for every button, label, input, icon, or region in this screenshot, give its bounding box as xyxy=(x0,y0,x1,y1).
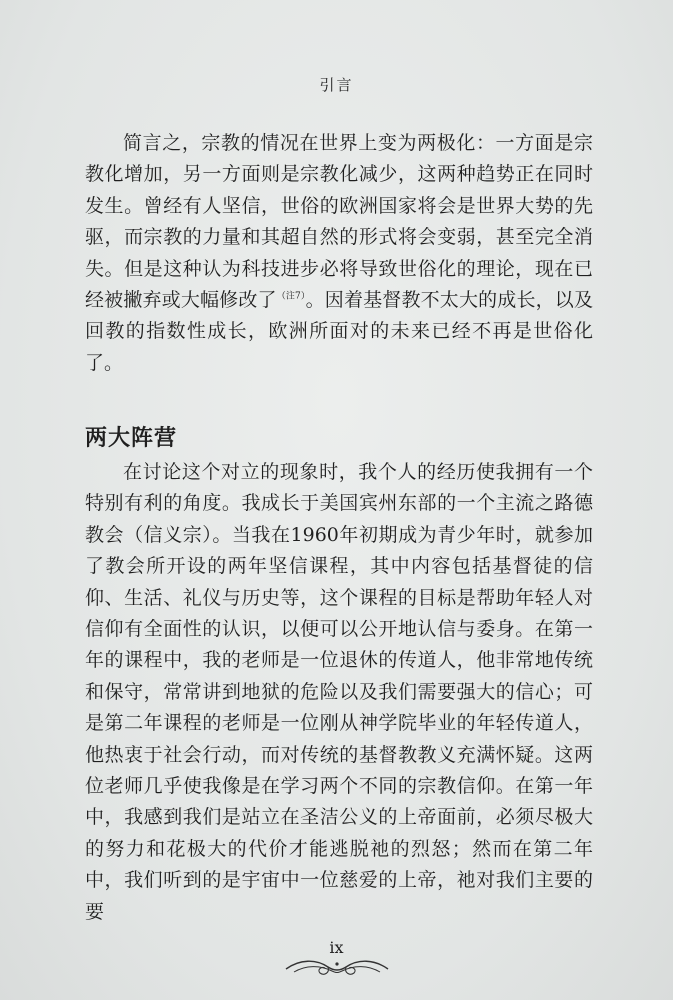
flourish-ornament-icon xyxy=(280,955,394,979)
paragraph-intro-text: 简言之，宗教的情况在世界上变为两极化：一方面是宗教化增加，另一方面则是宗教化减少，这两种趋势正在同时发生。曾经有人坚信，世俗的欧洲国家将会是世界大势的先驱，而宗教的力量和其超自然的形式将会变弱，甚至完全消失。但是这种认为科技进步必将导致世俗化的理论，现在已经被撇弃或大幅修改了 xyxy=(85,132,593,312)
paragraph-intro-text-end: 。因着基督教不太大的成长，以及回教的指数性成长，欧洲所面对的未来已经不再是世俗化了。 xyxy=(85,289,593,374)
page-number: ix xyxy=(329,938,344,957)
paragraph-intro xyxy=(85,128,593,379)
section-heading: 两大阵营 xyxy=(85,426,178,451)
footnote-reference[interactable]: （注7） xyxy=(276,291,306,302)
paragraph-body: 在讨论这个对立的现象时，我个人的经历使我拥有一个特别有利的角度。我成长于美国宾州东部的一个主流之路德教会（信义宗）。当我在1960年初期成为青少年时，就参加了教会所开设的两年坚信课程，其中内容包括基督徒的信仰、生活、礼仪与历史等，这个课程的目标是帮助年轻人对信仰有全面性的认识，以便可以公开地认信与委身。在第一年的课程中，我的老师是一位退休的传道人，他非常地传统和保守，常常讲到地狱的危险以及我们需要强大的信心；可是第二年课程的老师是一位刚从神学院毕业的年轻传道人，他热衷于社会行动，而对传统的基督教教义充满怀疑。这两位老师几乎使我像是在学习两个不同的宗教信仰。在第一年中，我感到我们是站立在圣洁公义的上帝面前，必须尽极大的努力和花极大的代价才能逃脱祂的烈怒；然而在第二年中，我们听到的是宇宙中一位慈爱的上帝，祂对我们主要的要 xyxy=(85,461,593,923)
running-header: 引言 xyxy=(319,76,354,94)
